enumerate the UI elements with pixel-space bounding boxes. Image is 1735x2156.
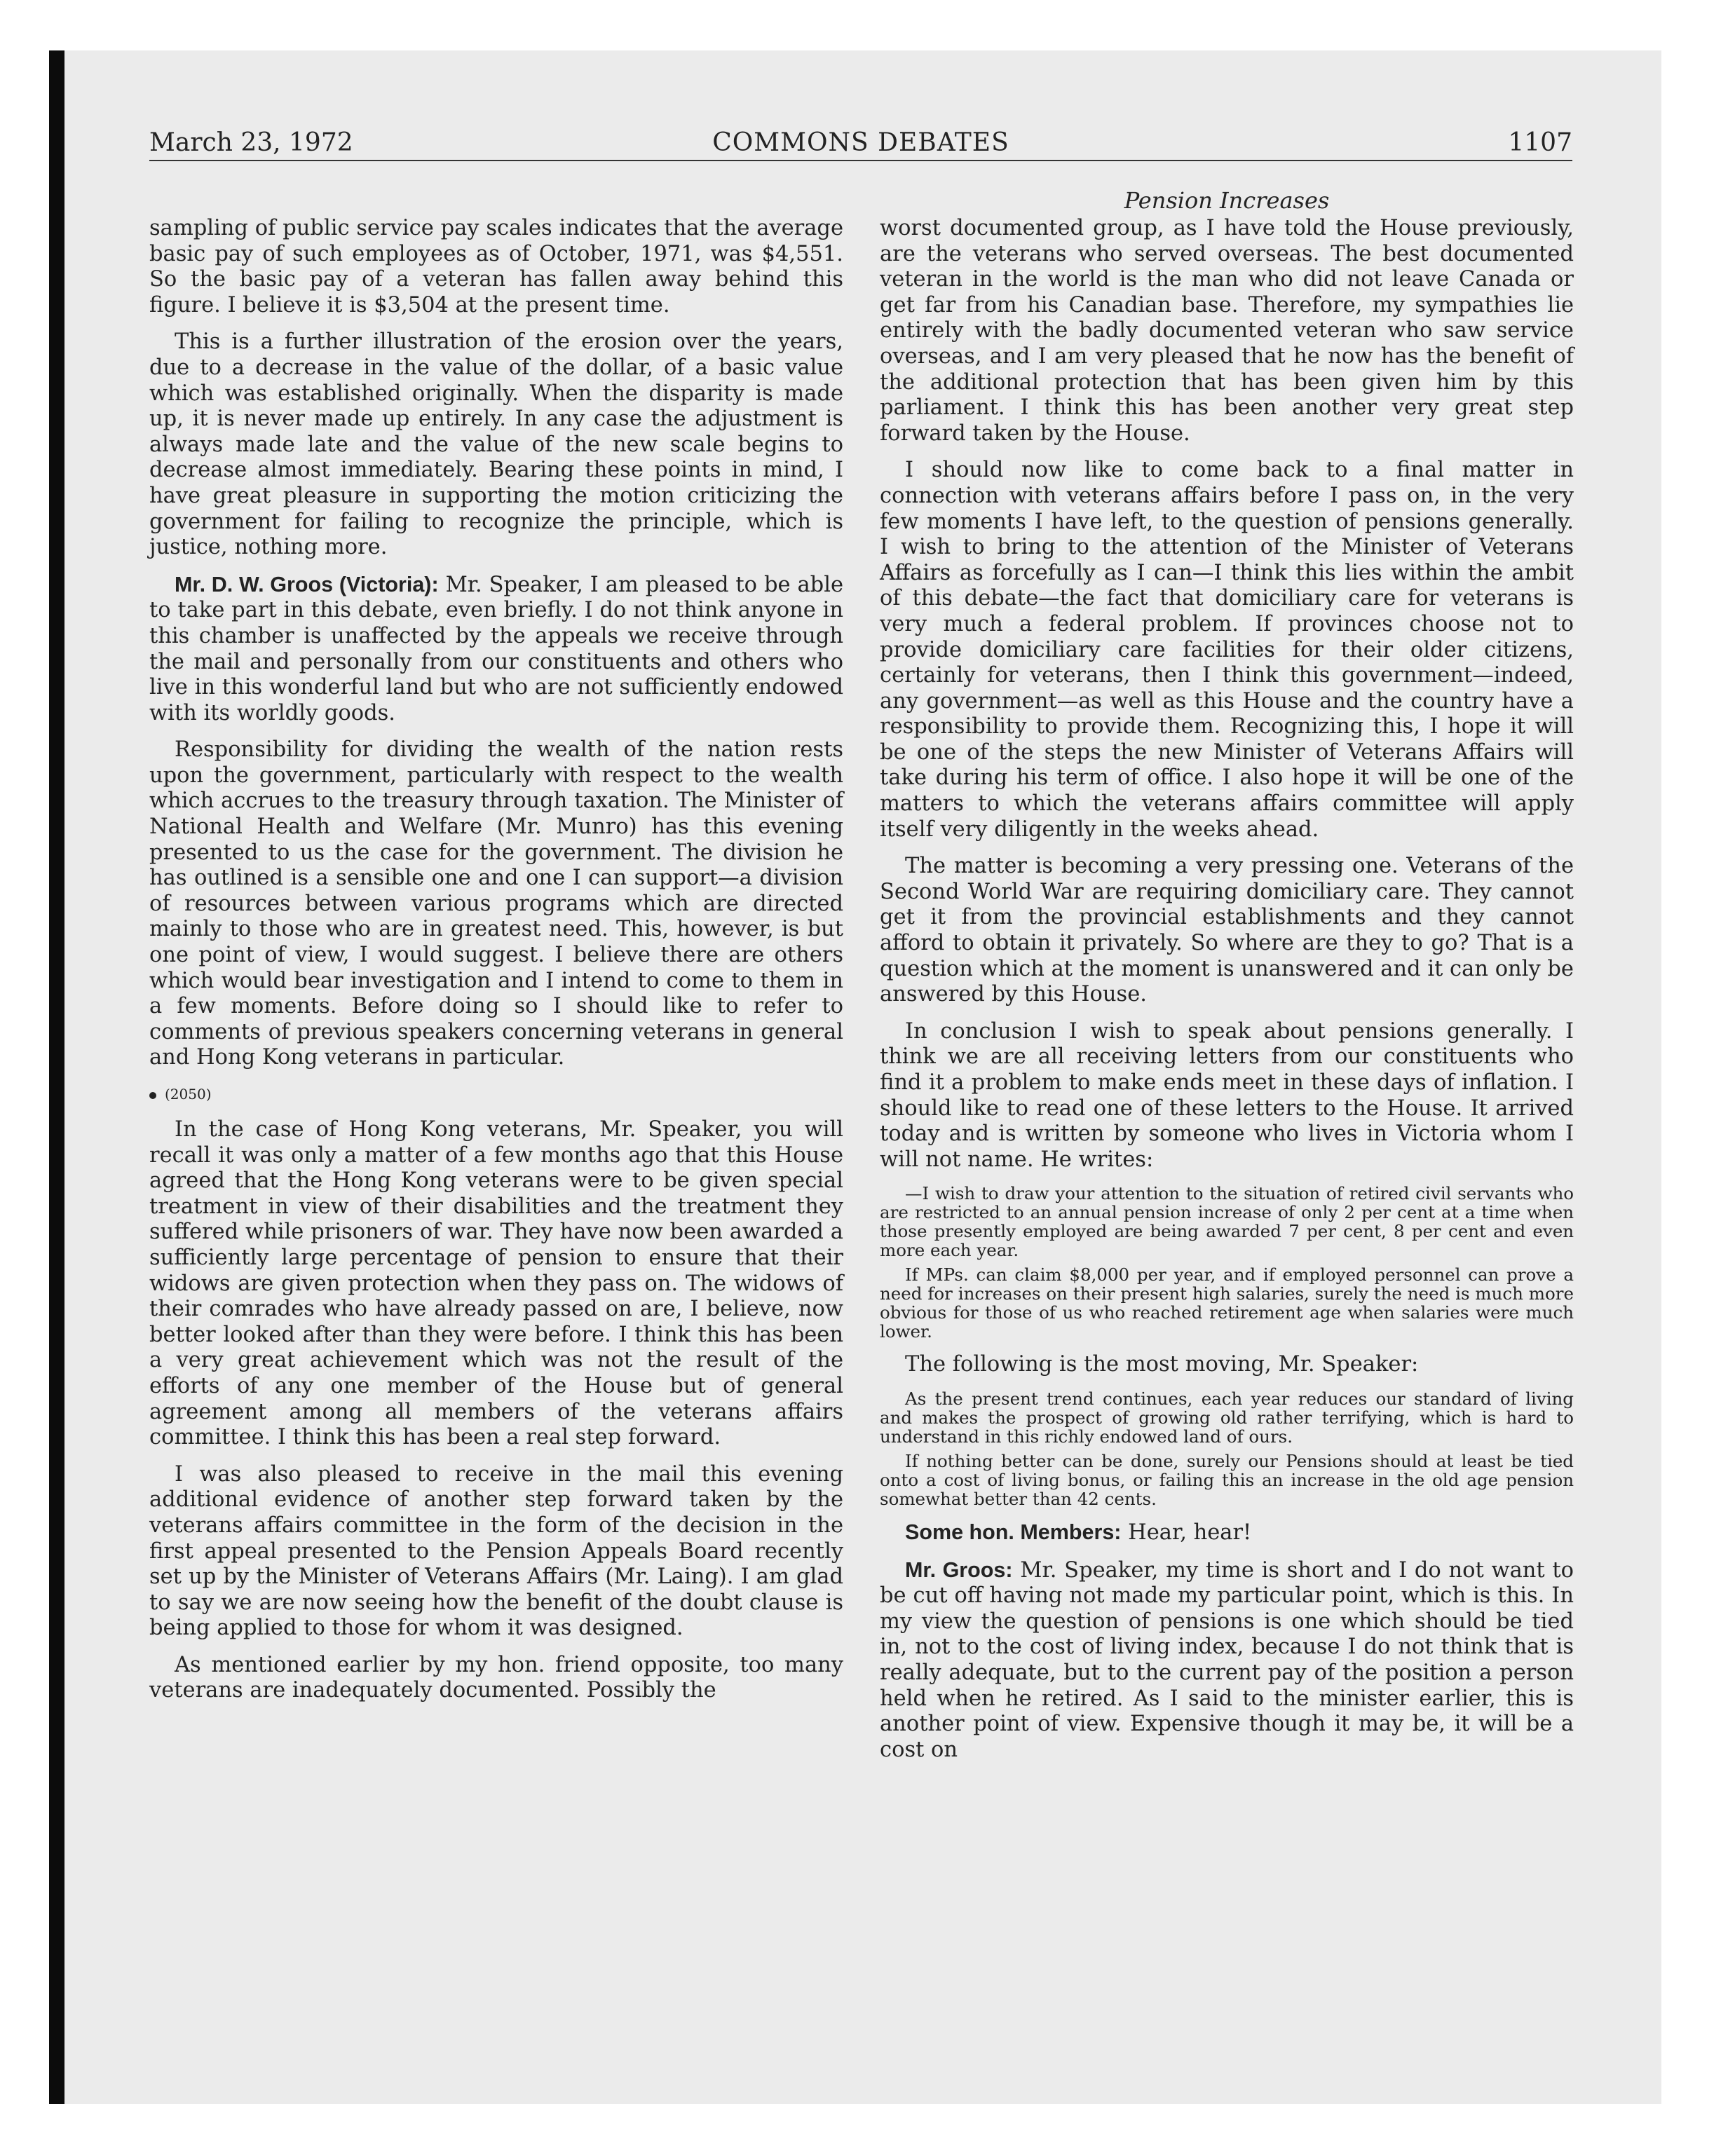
paragraph: This is a further illustration of the erosion over the years, due to a decrease in the value of the dollar, of a basic value which was established originally. When the disparity is made up, it is never made up entirely. In any case the adjustment is always made late and the value of the new scale begins to decrease almost immediately. Bearing these points in mind, I have great pleasure in supporting the motion criticizing the government for failing to recognize the principle, which is justice, nothing more. (149, 329, 843, 560)
paragraph: Responsibility for dividing the wealth of the nation rests upon the government, particularly with respect to the wealth which accrues to the treasury through taxation. The Minister of National Health and Welfare (Mr. Munro) has this evening presented to us the case for the government. The division he has outlined is a sensible one and one I can support—a division of resources between various programs which are directed mainly to those who are in greatest need. This, however, is but one point of view, I would suggest. I believe there are others which would bear investigation and I intend to come to them in a few moments. Before doing so I should like to refer to comments of previous speakers concerning veterans in general and Hong Kong veterans in particular. (149, 737, 843, 1070)
time-marker (149, 1082, 843, 1106)
paragraph (880, 1557, 1574, 1763)
paragraph (880, 1520, 1574, 1546)
quoted-letter: As the present trend continues, each year reduces our standard of living and makes the prospect of growing old rather terrifying, which is hard to understand in this richly endowed land of ours. (880, 1388, 1574, 1447)
page-header (149, 126, 1572, 161)
time-marker-text: (2050) (165, 1086, 212, 1103)
paragraph: worst documented group, as I have told the House previously, are the veterans who served overseas. The best documented veteran in the world is the man who did not leave Canada or get far from his Canadian base. Therefore, my sympathies lie entirely with the badly documented veteran who saw service overseas, and I am very pleased that he now has the benefit of the additional protection that has been given him by this parliament. I think this has been another very great step forward taken by the House. (880, 216, 1574, 446)
left-column (149, 216, 843, 1704)
running-head: Pension Increases (1124, 187, 1330, 214)
quoted-letter: —I wish to draw your attention to the situation of retired civil servants who are restricted to an annual pension increase of only 2 per cent at a time when those presently employed are being awarded 7 per cent, 8 per cent and even more each year. (880, 1183, 1574, 1261)
paragraph (149, 572, 843, 727)
speaker-name: Mr. Groos: (905, 1557, 1013, 1582)
paragraph: I was also pleased to receive in the mail this evening additional evidence of another step forward taken by the veterans affairs committee in the form of the decision in the first appeal presented to the Pension Appeals Board recently set up by the Minister of Veterans Affairs (Mr. Laing). I am glad to say we are now seeing how the benefit of the doubt clause is being applied to those for whom it was designed. (149, 1461, 843, 1641)
speech-text: Mr. Speaker, my time is short and I do not want to be cut off having not made my particular point, which is this. In my view the question of pensions is one which should be tied in, not to the cost of living index, because I do not think that is really adequate, but to the current pay of the position a person held when he retired. As I said to the minister earlier, this is another point of view. Expensive though it may be, it will be a cost on (880, 1557, 1574, 1762)
header-date: March 23, 1972 (149, 128, 353, 157)
speaker-name: Some hon. Members: (905, 1520, 1122, 1544)
paragraph: I should now like to come back to a final matter in connection with veterans affairs before I pass on, in the very few moments I have left, to the question of pensions generally. I wish to bring to the attention of the Minister of Veterans Affairs as forcefully as I can—I think this lies within the ambit of this debate—the fact that domiciliary care for veterans is very much a federal problem. If provinces choose not to provide domiciliary care facilities for their older citizens, certainly for veterans, then I think this government—indeed, any government—as well as this House and the country have a responsibility to provide them. Recognizing this, I hope it will be one of the steps the new Minister of Veterans Affairs will take during his term of office. I also hope it will be one of the matters to which the veterans affairs committee will apply itself very diligently in the weeks ahead. (880, 458, 1574, 842)
speech-text: Mr. Speaker, I am pleased to be able to take part in this debate, even briefly. I do not think anyone in this chamber is unaffected by the appeals we receive through the mail and personally from our constituents and others who live in this wonderful land but who are not sufficiently endowed with its worldly goods. (149, 572, 843, 725)
paragraph: The matter is becoming a very pressing one. Veterans of the Second World War are requiring domiciliary care. They cannot get it from the provincial establishments and they cannot afford to obtain it privately. So where are they to go? That is a question which at the moment is unanswered and it can only be answered by this House. (880, 854, 1574, 1007)
paragraph: As mentioned earlier by my hon. friend opposite, too many veterans are inadequately documented. Possibly the (149, 1652, 843, 1703)
paragraph: sampling of public service pay scales indicates that the average basic pay of such employees as of October, 1971, was $4,551. So the basic pay of a veteran has fallen away behind this figure. I believe it is $3,504 at the present time. (149, 216, 843, 318)
paragraph: The following is the most moving, Mr. Speaker: (905, 1352, 1419, 1377)
header-page-number: 1107 (1508, 128, 1572, 157)
speaker-name: Mr. D. W. Groos (Victoria): (175, 572, 439, 596)
paragraph: In the case of Hong Kong veterans, Mr. Speaker, you will recall it was only a matter of a few months ago that this House agreed that the Hong Kong veterans were to be given special treatment in view of their disabilities and the treatment they suffered while prisoners of war. They have now been awarded a sufficiently large percentage of pension to ensure that their widows are given protection when they pass on. The widows of their comrades who have already passed on are, I believe, now better looked after than they were before. I think this has been a very great achievement which was not the result of the efforts of any one member of the House but of general agreement among all members of the veterans affairs committee. I think this has been a real step forward. (149, 1117, 843, 1450)
header-title: COMMONS DEBATES (712, 128, 1009, 157)
quoted-letter: If MPs. can claim $8,000 per year, and if employed personnel can prove a need for increases on their present high salaries, surely the need is much more obvious for those of us who reached retirement age when salaries were much lower. (880, 1264, 1574, 1342)
right-column (880, 216, 1574, 1763)
paragraph: In conclusion I wish to speak about pensions generally. I think we are all receiving letters from our constituents who find it a problem to make ends meet in these days of inflation. I should like to read one of these letters to the House. It arrived today and is written by someone who lives in Victoria whom I will not name. He writes: (880, 1018, 1574, 1172)
quoted-letter: If nothing better can be done, surely our Pensions should at least be tied onto a cost of living bonus, or failing this an increase in the old age pension somewhat better than 42 cents. (880, 1450, 1574, 1509)
bullet-icon (149, 1092, 156, 1099)
speech-text: Hear, hear! (1121, 1520, 1252, 1545)
